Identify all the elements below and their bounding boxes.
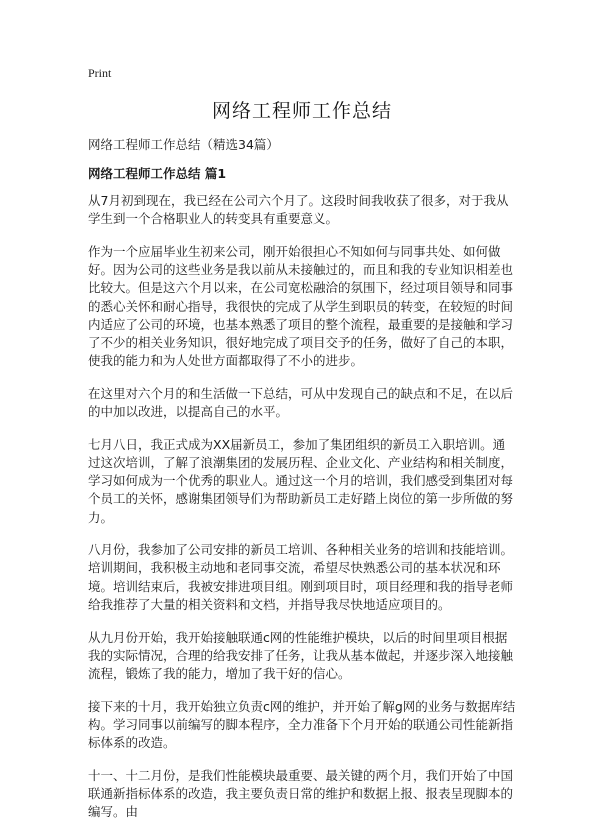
paragraph: 在这里对六个月的和生活做一下总结，可从中发现自己的缺点和不足，在以后的中加以改进，以提高自己的水平。: [88, 385, 514, 420]
paragraph: 从7月初到现在，我已经在公司六个月了。这段时间我收获了很多，对于我从学生到一个合格职业人的转变具有重要意义。: [88, 193, 509, 227]
paragraph: 八月份，我参加了公司安排的新员工培训、各种相关业务的培训和技能培训。培训期间，我积极主动地和老同事交流，希望尽快熟悉公司的基本状况和环境。培训结束后，我被安排进项目组。刚到项目时，项目经理和我的指导老师给我推荐了大量的相关资料和文档，并指导我尽快地适应项目的。: [88, 542, 514, 612]
paragraph: 接下来的十月，我开始独立负责c网的维护，并开始了解g网的业务与数据库结构。学习同事以前编写的脚本程序，全力准备下个月开始的联通公司性能新指标体系的改造。: [88, 698, 516, 751]
paragraph: 作为一个应届毕业生初来公司，刚开始很担心不知如何与同事共处、如何做好。因为公司的这些业务是我以前从未接触过的，而且和我的专业知识相差也比较大。但是这六个月以来，在公司宽松融洽的氛围下，经过项目领导和同事的悉心关怀和耐心指导，我很快的完成了从学生到职员的转变，在较短的时间内适应了公司的环境，也基本熟悉了项目的整个流程，最重要的是接触和学习了不少的相关业务知识，很好地完成了项目交予的任务，做好了自己的本职，使我的能力和为人处世方面都取得了不小的进步。: [88, 243, 514, 369]
paragraph: 十一、十二月份，是我们性能模块最重要、最关键的两个月，我们开始了中国联通新指标体系的改造，我主要负责日常的维护和数据上报、报表呈现脚本的编写。由: [88, 767, 514, 820]
document-subtitle: 网络工程师工作总结（精选34篇）: [88, 137, 279, 152]
document-page: [88, 66, 516, 836]
section-heading: 网络工程师工作总结 篇1: [88, 166, 227, 181]
document-title: 网络工程师工作总结: [211, 100, 392, 122]
print-label: Print: [88, 66, 112, 80]
paragraph: 从九月份开始，我开始接触联通c网的性能维护模块，以后的时间里项目根据我的实际情况，合理的给我安排了任务，让我从基本做起，并逐步深入地接触流程，锻炼了我的能力，增加了我干好的信心。: [88, 629, 514, 681]
paragraph: 七月八日，我正式成为XX届新员工，参加了集团组织的新员工入职培训。通过这次培训，了解了浪潮集团的发展历程、企业文化、产业结构和相关制度，学习如何成为一个优秀的职业人。通过这一个月的培训，我们感受到集团对每个员工的关怀，感谢集团领导们为帮助新员工走好踏上岗位的第一步所做的努力。: [88, 436, 514, 525]
